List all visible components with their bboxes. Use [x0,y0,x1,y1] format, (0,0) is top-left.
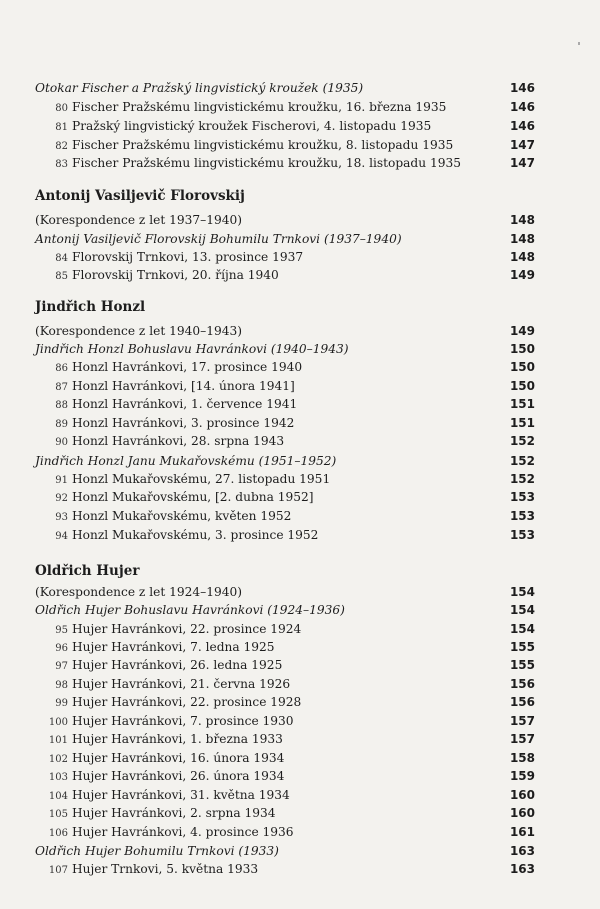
toc-entry [35,432,535,450]
entry-number: 101 [48,735,68,746]
subheading-text: (Korespondence z let 1924–1940) [35,585,242,599]
page-number: 154 [509,603,535,617]
entry-text: Hujer Havránkovi, 21. června 1926 [72,677,291,691]
page-number: 146 [509,119,535,133]
page-number: 154 [509,585,535,599]
entry-number: 87 [55,382,68,393]
entry-text: Fischer Pražskému lingvistickému kroužku, 8. listopadu 1935 [72,138,454,152]
section-heading: Jindřich Honzl [35,299,146,315]
toc-entry [35,730,535,748]
entry-number: 99 [55,698,68,709]
entry-text: Florovskij Trnkovi, 20. října 1940 [72,268,279,282]
entry-text: Hujer Havránkovi, 22. prosince 1924 [72,622,302,636]
entry-text: Fischer Pražskému lingvistickému kroužku, 16. března 1935 [72,100,447,114]
group-title-text: Oldřich Hujer Bohuslavu Havránkovi (1924–1936) [35,603,345,617]
page-number: 149 [509,324,535,338]
page-number: 163 [509,862,535,876]
toc-group-title [35,340,535,358]
entry-number: 89 [55,419,68,430]
entry-text: Honzl Mukařovskému, [2. dubna 1952] [72,490,314,504]
subheading-text: (Korespondence z let 1940–1943) [35,324,242,338]
entry-text: Honzl Mukařovskému, květen 1952 [72,509,292,523]
page-number: 149 [509,268,535,282]
group-title-text: Jindřich Honzl Janu Mukařovskému (1951–1952) [35,454,337,468]
page-number: 157 [509,732,535,746]
entry-number: 107 [48,865,68,876]
toc-entry [35,377,535,395]
toc-entry [35,248,535,266]
entry-number: 100 [48,717,68,728]
toc-subheading [35,211,535,229]
entry-number: 90 [55,437,68,448]
toc-entry [35,767,535,785]
entry-number: 88 [55,400,68,411]
entry-text: Hujer Havránkovi, 4. prosince 1936 [72,825,294,839]
page-number: 147 [509,138,535,152]
toc-entry [35,712,535,730]
entry-text: Honzl Mukařovskému, 3. prosince 1952 [72,528,319,542]
toc-entry [35,749,535,767]
toc-entry [35,786,535,804]
entry-number: 83 [55,159,68,170]
toc-entry [35,693,535,711]
page-number: 160 [509,788,535,802]
toc-entry [35,526,535,544]
entry-number: 106 [48,828,68,839]
page-number: 152 [509,472,535,486]
entry-text: Hujer Havránkovi, 7. ledna 1925 [72,640,275,654]
entry-number: 81 [55,122,68,133]
page-number: 150 [509,379,535,393]
page-number: 146 [509,81,535,95]
page-number: 150 [509,342,535,356]
toc-entry [35,656,535,674]
entry-text: Honzl Mukařovskému, 27. listopadu 1951 [72,472,331,486]
entry-number: 97 [55,661,68,672]
entry-number: 92 [55,493,68,504]
page-number: 161 [509,825,535,839]
page-number: 147 [509,156,535,170]
entry-text: Honzl Havránkovi, 1. července 1941 [72,397,298,411]
page-number: 152 [509,454,535,468]
page-number: 156 [509,677,535,691]
group-title-text: Oldřich Hujer Bohumilu Trnkovi (1933) [35,844,279,858]
page-number: 148 [509,213,535,227]
toc-entry [35,638,535,656]
entry-number: 86 [55,363,68,374]
toc-entry [35,470,535,488]
entry-text: Hujer Havránkovi, 31. května 1934 [72,788,290,802]
entry-number: 85 [55,271,68,282]
page-number: 153 [509,509,535,523]
page-number: 159 [509,769,535,783]
toc-entry [35,675,535,693]
toc-entry [35,358,535,376]
page-number: 151 [509,416,535,430]
entry-number: 98 [55,680,68,691]
toc-entry [35,266,535,284]
toc-group-title [35,79,535,97]
page-number: 163 [509,844,535,858]
page-mark [578,42,580,45]
toc-entry [35,804,535,822]
entry-text: Hujer Havránkovi, 26. ledna 1925 [72,658,283,672]
entry-number: 84 [55,253,68,264]
toc-subheading [35,322,535,340]
group-title-text: Antonij Vasiljevič Florovskij Bohumilu Trnkovi (1937–1940) [35,232,402,246]
group-title-text: Jindřich Honzl Bohuslavu Havránkovi (1940–1943) [35,342,349,356]
toc-group-title [35,601,535,619]
page-number: 146 [509,100,535,114]
toc-subheading [35,583,535,601]
entry-number: 94 [55,531,68,542]
entry-number: 95 [55,625,68,636]
entry-number: 105 [48,809,68,820]
entry-text: Florovskij Trnkovi, 13. prosince 1937 [72,250,304,264]
toc-entry [35,395,535,413]
page-number: 157 [509,714,535,728]
entry-text: Fischer Pražskému lingvistickému kroužku, 18. listopadu 1935 [72,156,461,170]
toc-entry [35,154,535,172]
toc-group-title [35,842,535,860]
entry-text: Hujer Havránkovi, 7. prosince 1930 [72,714,294,728]
page-number: 155 [509,640,535,654]
toc-group-title [35,230,535,248]
page-number: 148 [509,250,535,264]
page-number: 153 [509,528,535,542]
entry-number: 82 [55,141,68,152]
entry-text: Honzl Havránkovi, [14. února 1941] [72,379,295,393]
page-number: 155 [509,658,535,672]
entry-text: Hujer Havránkovi, 2. srpna 1934 [72,806,276,820]
toc-entry [35,507,535,525]
page-number: 154 [509,622,535,636]
toc-entry [35,414,535,432]
entry-number: 104 [48,791,68,802]
page-number: 151 [509,397,535,411]
page-number: 160 [509,806,535,820]
entry-text: Hujer Havránkovi, 1. března 1933 [72,732,283,746]
page-number: 153 [509,490,535,504]
entry-text: Honzl Havránkovi, 28. srpna 1943 [72,434,285,448]
toc-entry [35,488,535,506]
entry-number: 96 [55,643,68,654]
page-number: 152 [509,434,535,448]
entry-text: Honzl Havránkovi, 3. prosince 1942 [72,416,295,430]
entry-number: 103 [48,772,68,783]
group-title-text: Otokar Fischer a Pražský lingvistický kroužek (1935) [35,81,364,95]
entry-text: Hujer Havránkovi, 22. prosince 1928 [72,695,302,709]
section-heading: Oldřich Hujer [35,563,140,579]
toc-entry [35,860,535,878]
entry-text: Hujer Havránkovi, 26. února 1934 [72,769,285,783]
entry-text: Honzl Havránkovi, 17. prosince 1940 [72,360,303,374]
toc-entry [35,136,535,154]
section-heading: Antonij Vasiljevič Florovskij [35,188,245,204]
entry-text: Hujer Trnkovi, 5. května 1933 [72,862,259,876]
entry-text: Pražský lingvistický kroužek Fischerovi, 4. listopadu 1935 [72,119,432,133]
toc-group-title [35,452,535,470]
page-number: 156 [509,695,535,709]
entry-number: 91 [55,475,68,486]
page-number: 150 [509,360,535,374]
entry-number: 102 [48,754,68,765]
toc-entry [35,823,535,841]
toc-entry [35,98,535,116]
toc-entry [35,620,535,638]
entry-number: 80 [55,103,68,114]
page-number: 158 [509,751,535,765]
page-number: 148 [509,232,535,246]
subheading-text: (Korespondence z let 1937–1940) [35,213,242,227]
entry-number: 93 [55,512,68,523]
entry-text: Hujer Havránkovi, 16. února 1934 [72,751,285,765]
toc-entry [35,117,535,135]
